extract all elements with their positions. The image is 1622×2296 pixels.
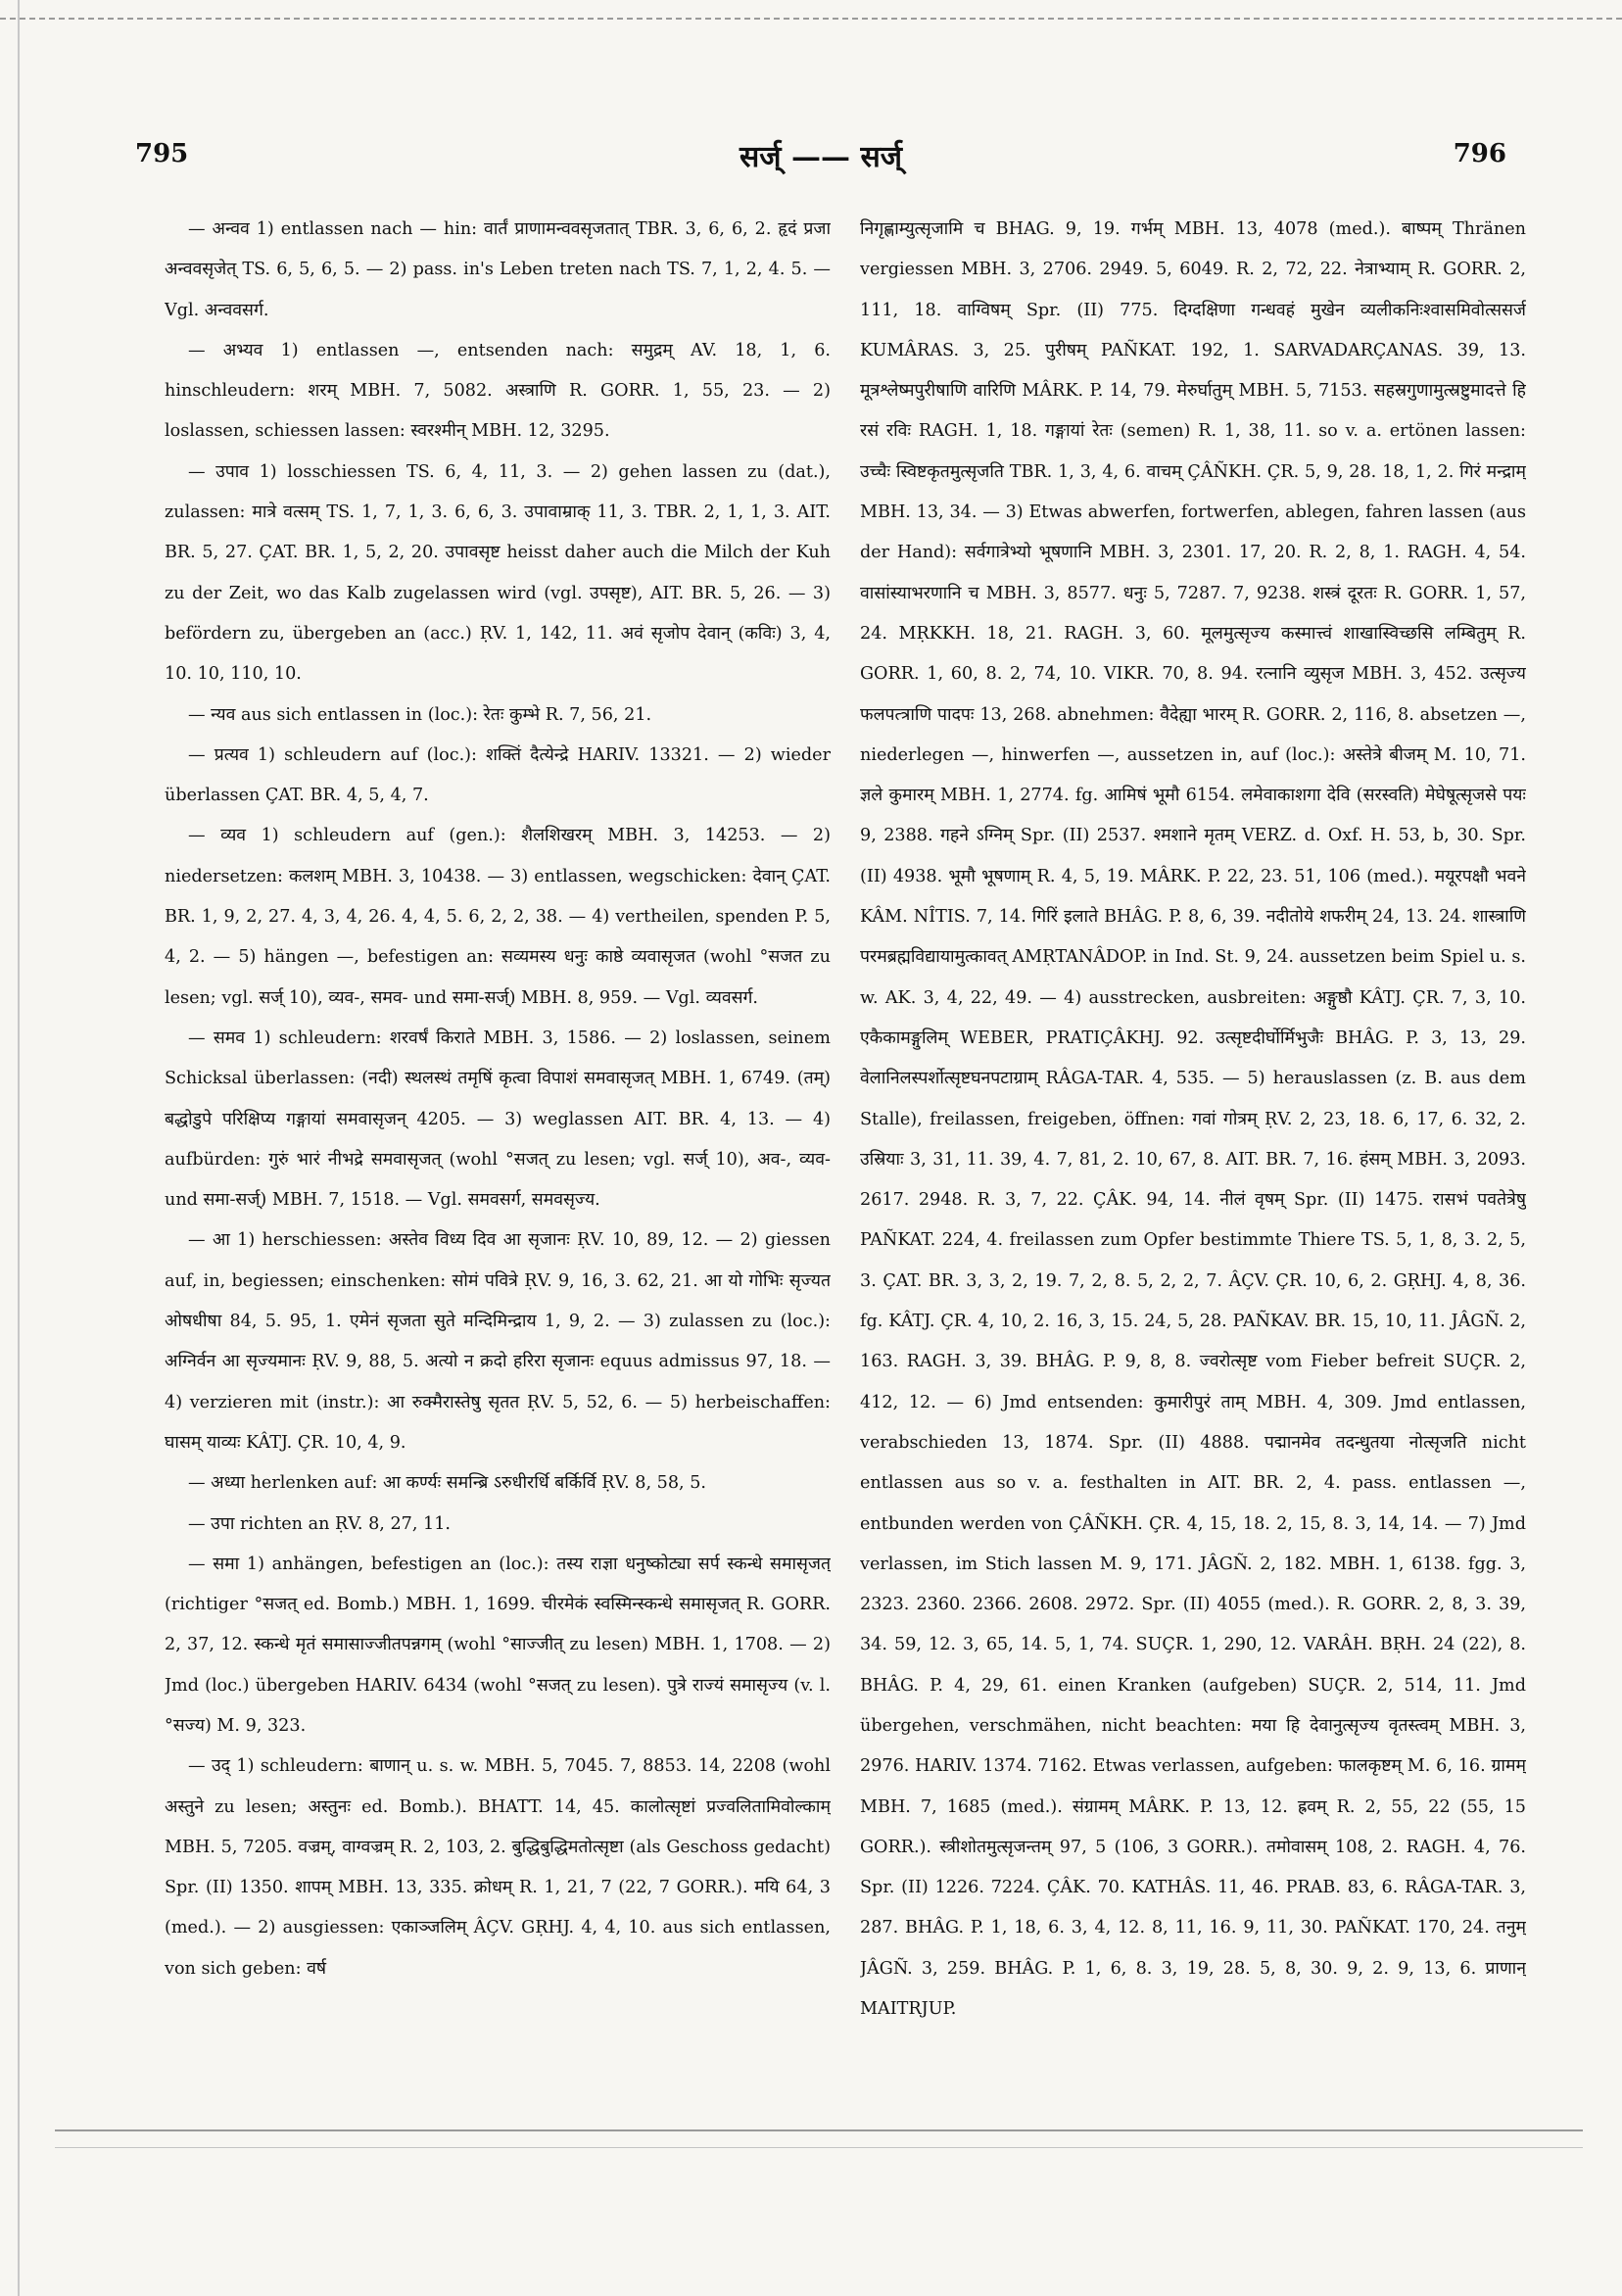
entry-anvava: — अन्वव 1) entlassen nach — hin: वार्तं प्राणामन्ववसृजतात् TBR. 3, 6, 6, 2. हृदं प्रजा अन्ववसृजेत् TS. 6, 5, 6, 5. — 2) pass. in's Leben treten nach TS. 7, 1, 2, 4. 5. — Vgl. अन्ववसर्ग. bbox=[165, 219, 831, 320]
page-left-edge bbox=[18, 0, 20, 2296]
entry-upava: — उपाव 1) losschiessen TS. 6, 4, 11, 3. — 2) gehen lassen zu (dat.), zulassen: मात्रे वत्सम् TS. 1, 7, 1, 3. 6, 6, 3. उपावाम्राक् 11, 3. TBR. 2, 1, 1, 3. AIT. BR. 5, 27. ÇAT. BR. 1, 5, 2, 20. उपावसृष्ट heisst daher auch die Milch der Kuh zu der Zeit, wo das Kalb zugelassen wird (vgl. उपसृष्ट), AIT. BR. 5, 26. — 3) befördern zu, übergeben an (acc.) ṚV. 1, 142, 11. अवं सृजोप देवान् (कविः) 3, 4, 10. 10, 110, 10. bbox=[165, 461, 831, 685]
entry-sama: — समा 1) anhängen, befestigen an (loc.): तस्य राज्ञा धनुष्कोट्या सर्प स्कन्धे समासृजत् (richtiger °सजत् ed. Bomb.) MBH. 1, 1699. चीरमेकं स्वस्मिन्स्कन्धे समासृजत् R. GORR. 2, 37, 12. स्कन्धे मृतं समासाज्जीतपन्नगम् (wohl °साज्जीत् zu lesen) MBH. 1, 1708. — 2) Jmd (loc.) übergeben HARIV. 6434 (wohl °सजत् zu lesen). पुत्रे राज्यं समासृज्य (v. l. °सज्य) M. 9, 323. bbox=[165, 1554, 831, 1736]
right-column bbox=[860, 210, 1526, 2041]
entry-pratyava: — प्रत्यव 1) schleudern auf (loc.): शक्तिं दैत्येन्द्रे HARIV. 13321. — 2) wieder überlassen ÇAT. BR. 4, 5, 4, 7. bbox=[165, 744, 831, 806]
left-column bbox=[165, 210, 831, 2041]
entry-a: — आ 1) herschiessen: अस्तेव विध्य दिव आ सृजानः ṚV. 10, 89, 12. — 2) giessen auf, in, begiessen; einschenken: सोमं पवित्रे ṚV. 9, 16, 3. 62, 21. आ यो गोभिः सृज्यत ओषधीषा 84, 5. 95, 1. एमेनं सृजता सुते मन्दिमिन्द्राय 1, 9, 2. — 3) zulassen zu (loc.): अग्निर्वन आ सृज्यमानः ṚV. 9, 88, 5. अत्यो न क्रदो हरिरा सृजानः equus admissus 97, 18. — 4) verzieren mit (instr.): आ रुक्मैरास्तेषु सृतत ṚV. 5, 52, 6. — 5) herbeischaffen: घासम् याव्यः KÂTJ. ÇR. 10, 4, 9. bbox=[165, 1230, 831, 1453]
running-headwords: सर्ज् —— सर्ज् bbox=[739, 140, 902, 174]
page-bottom-rule bbox=[55, 2129, 1583, 2131]
entry-adhya: — अध्या herlenken auf: आ कर्ण्यः समन्ब्रि ऽरुधीरर्धि बर्किर्वि ṚV. 8, 58, 5. bbox=[188, 1473, 707, 1494]
entry-vyava: — व्यव 1) schleudern auf (gen.): शैलशिखरम् MBH. 3, 14253. — 2) niedersetzen: कलशम् MBH. 3, 10438. — 3) entlassen, wegschicken: देवान् ÇAT. BR. 1, 9, 2, 27. 4, 3, 4, 26. 4, 4, 5. 6, 2, 2, 38. — 4) vertheilen, spenden P. 5, 4, 2. — 5) hängen —, befestigen an: सव्यमस्य धनुः काष्ठे व्यवासृजत (wohl °सजत zu lesen; vgl. सर्ज् 10), व्यव-, समव- und समा-सर्ज्) MBH. 8, 959. — Vgl. व्यवसर्ग. bbox=[165, 826, 831, 1008]
entry-nyava: — न्यव aus sich entlassen in (loc.): रेतः कुम्भे R. 7, 56, 21. bbox=[188, 704, 652, 725]
page-top-rule bbox=[0, 18, 1622, 20]
entry-samava: — समव 1) schleudern: शरवर्षं किराते MBH. 3, 1586. — 2) loslassen, seinem Schicksal überlassen: (नदी) स्थलस्थं तमृषिं कृत्वा विपाशं समवासृजत् MBH. 1, 6749. (तम्) बद्धोडुपे परिक्षिप्य गङ्गायां समवासृजन् 4205. — 3) weglassen AIT. BR. 4, 13. — 4) aufbürden: गुरुं भारं नीभद्रे समवासृजत् (wohl °सजत् zu lesen; vgl. सर्ज् 10), अव-, व्यव- und समा-सर्ज्) MBH. 7, 1518. — Vgl. समवसर्ग, समवसृज्य. bbox=[165, 1028, 831, 1211]
entry-ud-continued: निगृह्णाम्युत्सृजामि च BHAG. 9, 19. गर्भम् MBH. 13, 4078 (med.). बाष्पम् Thränen vergiessen MBH. 3, 2706. 2949. 5, 6049. R. 2, 72, 22. नेत्राभ्याम् R. GORR. 2, 111, 18. वाग्विषम् Spr. (II) 775. दिग्दक्षिणा गन्धवहं मुखेन व्यलीकनिःश्वासमिवोत्ससर्ज KUMÂRAS. 3, 25. पुरीषम् PAÑKAT. 192, 1. SARVADARÇANAS. 39, 13. मूत्रश्लेष्मपुरीषाणि वारिणि MÂRK. P. 14, 79. मेरुर्घातुम् MBH. 5, 7153. सहस्रगुणामुत्स्रष्टुमादत्ते हि रसं रविः RAGH. 1, 18. गङ्गायां रेतः (semen) R. 1, 38, 11. so v. a. ertönen lassen: उच्चैः स्विष्टकृतमुत्सृजति TBR. 1, 3, 4, 6. वाचम् ÇÂÑKH. ÇR. 5, 9, 28. 18, 1, 2. गिरं मन्द्राम् MBH. 13, 34. — 3) Etwas abwerfen, fortwerfen, ablegen, fahren lassen (aus der Hand): सर्वगात्रेभ्यो भूषणानि MBH. 3, 2301. 17, 20. R. 2, 8, 1. RAGH. 4, 54. वासांस्याभरणानि च MBH. 3, 8577. धनुः 5, 7287. 7, 9238. शस्त्रं दूरतः R. GORR. 1, 57, 24. MṚKKH. 18, 21. RAGH. 3, 60. मूलमुत्सृज्य कस्मात्त्वं शाखास्विच्छसि लम्बितुम् R. GORR. 1, 60, 8. 2, 74, 10. VIKR. 70, 8. 94. रत्नानि व्युसृज MBH. 3, 452. उत्सृज्य फलपत्त्राणि पादपः 13, 268. abnehmen: वैदेह्या भारम् R. GORR. 2, 116, 8. absetzen —, niederlegen —, hinwerfen —, aussetzen in, auf (loc.): अस्तेत्रे बीजम् M. 10, 71. ज्ञले कुमारम् MBH. 1, 2774. fg. आमिषं भूमौ 6154. लमेवाकाशगा देवि (सरस्वति) मेघेषूत्सृजसे पयः 9, 2388. गहने ऽग्निम् Spr. (II) 2537. श्मशाने मृतम् VERZ. d. Oxf. H. 53, b, 30. Spr. (II) 4938. भूमौ भूषणाम् R. 4, 5, 19. MÂRK. P. 22, 23. 51, 106 (med.). मयूरपक्षौ भवने KÂM. NÎTIS. 7, 14. गिरिं इलाते BHÂG. P. 8, 6, 39. नदीतोये शफरीम् 24, 13. 24. शास्त्राणि परमब्रह्मविद्यायामुत्कावत् AMṚTANÂDOP. in Ind. St. 9, 24. aussetzen beim Spiel u. s. w. AK. 3, 4, 22, 49. — 4) ausstrecken, ausbreiten: अङ्गुष्ठौ KÂTJ. ÇR. 7, 3, 10. एकैकामङ्गुलिम् WEBER, PRATIÇÂKHJ. 92. उत्सृष्टदीर्घोर्मिभुजैः BHÂG. P. 3, 13, 29. वेलानिलस्पर्शोत्सृष्टघनपटाग्राम् RÂGA-TAR. 4, 535. — 5) herauslassen (z. B. aus dem Stalle), freilassen, freigeben, öffnen: गवां गोत्रम् ṚV. 2, 23, 18. 6, 17, 6. 32, 2. उस्रियाः 3, 31, 11. 39, 4. 7, 81, 2. 10, 67, 8. AIT. BR. 7, 16. हंसम् MBH. 3, 2093. 2617. 2948. R. 3, 7, 22. ÇÂK. 94, 14. नीलं वृषम् Spr. (II) 1475. रासभं पवतेत्रेषु PAÑKAT. 224, 4. freilassen zum Opfer bestimmte Thiere TS. 5, 1, 8, 3. 2, 5, 3. ÇAT. BR. 3, 3, 2, 19. 7, 2, 8. 5, 2, 2, 7. ÂÇV. ÇR. 10, 6, 2. GṚHJ. 4, 8, 36. fg. KÂTJ. ÇR. 4, 10, 2. 16, 3, 15. 24, 5, 28. PAÑKAV. BR. 15, 10, 11. JÂGÑ. 2, 163. RAGH. 3, 39. BHÂG. P. 9, 8, 8. ज्वरोत्सृष्ट vom Fieber befreit SUÇR. 2, 412, 12. — 6) Jmd entsenden: कुमारीपुरं ताम् MBH. 4, 309. Jmd entlassen, verabschieden 13, 1874. Spr. (II) 4888. पद्मानमेव तदन्धुतया नोत्सृजति nicht entlassen aus so v. a. festhalten in AIT. BR. 2, 4. pass. entlassen —, entbunden werden von ÇÂÑKH. ÇR. 4, 15, 18. 2, 15, 8. 3, 14, 14. — 7) Jmd verlassen, im Stich lassen M. 9, 171. JÂGÑ. 2, 182. MBH. 1, 6138. fgg. 3, 2323. 2360. 2366. 2608. 2972. Spr. (II) 4055 (med.). R. GORR. 2, 8, 3. 39, 34. 59, 12. 3, 65, 14. 5, 1, 74. SUÇR. 1, 290, 12. VARÂH. BṚH. 24 (22), 8. BHÂG. P. 4, 29, 61. einen Kranken (aufgeben) SUÇR. 2, 514, 11. Jmd übergehen, verschmähen, nicht beachten: मया हि देवानुत्सृज्य वृतस्त्वम् MBH. 3, 2976. HARIV. 1374. 7162. Etwas verlassen, aufgeben: फालकृष्टम् M. 6, 16. ग्रामम् MBH. 7, 1685 (med.). संग्रामम् MÂRK. P. 13, 12. ह्रवम् R. 2, 55, 22 (55, 15 GORR.). स्त्रीशोतमुत्सृजन्तम् 97, 5 (106, 3 GORR.). तमोवासम् 108, 2. RAGH. 4, 76. Spr. (II) 1226. 7224. ÇÂK. 70. KATHÂS. 11, 46. PRAB. 83, 6. RÂGA-TAR. 3, 287. BHÂG. P. 1, 18, 6. 3, 4, 12. 8, 11, 16. 9, 11, 30. PAÑKAT. 170, 24. तनुम् JÂGÑ. 3, 259. BHÂG. P. 1, 6, 8. 3, 19, 28. 5, 8, 30. 9, 2. 9, 13, 6. प्राणान् MAITRJUP. bbox=[860, 219, 1526, 2020]
page-number-right: 796 bbox=[1453, 139, 1506, 168]
page-bottom-rule-secondary bbox=[55, 2147, 1583, 2148]
entry-ud: — उद् 1) schleudern: बाणान् u. s. w. MBH. 5, 7045. 7, 8853. 14, 2208 (wohl अस्तुने zu lesen; अस्तुनः ed. Bomb.). BHATT. 14, 45. कालोत्सृष्टां प्रज्वलितामिवोल्काम् MBH. 5, 7205. वज्रम्, वाग्वज्रम् R. 2, 103, 2. बुद्धिबुद्धिमतोत्सृष्टा (als Geschoss gedacht) Spr. (II) 1350. शापम् MBH. 13, 335. क्रोधम् R. 1, 21, 7 (22, 7 GORR.). मयि 64, 3 (med.). — 2) ausgiessen: एकाञ्जलिम् ÂÇV. GṚHJ. 4, 4, 10. aus sich entlassen, von sich geben: वर्ष bbox=[165, 1756, 831, 1979]
page-header bbox=[135, 135, 1506, 178]
entry-upa: — उपा richten an ṚV. 8, 27, 11. bbox=[188, 1513, 452, 1534]
page-number-left: 795 bbox=[135, 139, 189, 168]
entry-abhyava: — अभ्यव 1) entlassen —, entsenden nach: समुद्रम् AV. 18, 1, 6. hinschleudern: शरम् MBH. 7, 5082. अस्त्राणि R. GORR. 1, 55, 23. — 2) loslassen, schiessen lassen: स्वरश्मीन् MBH. 12, 3295. bbox=[165, 340, 831, 442]
